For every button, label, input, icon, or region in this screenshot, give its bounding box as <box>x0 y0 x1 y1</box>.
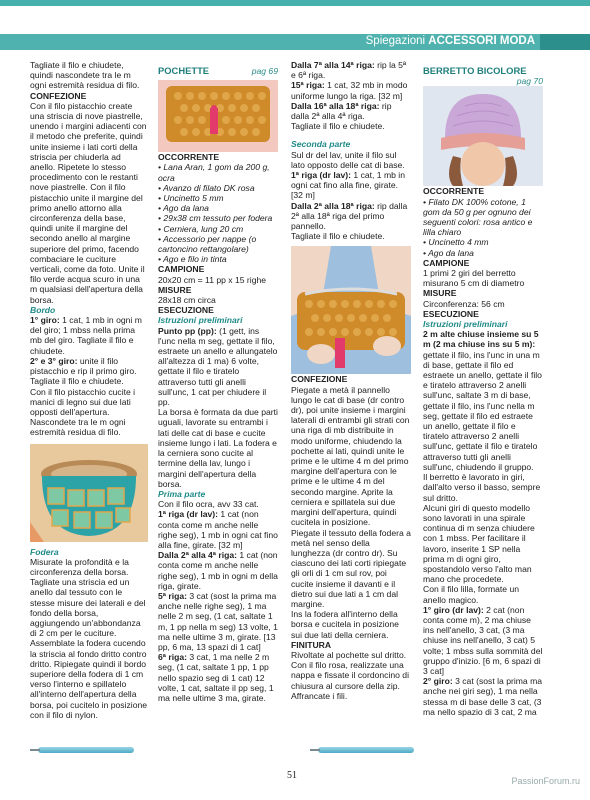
round-2: 2° giro: 3 cat (sost la prima ma anche nei giri seg), 1 ma nella stessa m di base delle 3 cat, (3 ma nello spazio di 3 cat, 2 ma <box>423 676 543 717</box>
crochet-hook-icon <box>318 747 414 753</box>
seconda-intro: Sul dr del lav, unite il filo sul lato opposto delle cat di base. <box>291 149 405 170</box>
occorrente-item: • Lana Aran, 1 gom da 200 g, ocra <box>158 162 270 183</box>
second-end: Tagliate il filo e chiudete. <box>291 231 385 242</box>
occorrente-item: • Filato DK 100% cotone, 1 gom da 50 g per ognuno dei seguenti colori: rosa antico e lilla chiaro <box>423 196 533 238</box>
row-5: 5ª riga: 3 cat (sost la prima ma anche nelle righe seg), 1 ma nelle 2 m seg, (1 cat, saltate 1 m, 1 pp nella m seg) 13 volte, 1 ma nelle ultime 3 m, girate. [13 pp, 6 ma, 13 spazi di 1 cat] <box>158 590 278 652</box>
spirale-text: Alcuni giri di questo modello sono lavorati in una spirale continua di m senza chiudere con 1 mbss. Per facilitare il lavoro, inserite 1 SP nella prima m di ogni giro, spostandolo verso l'alto man mano che procedete. <box>423 502 535 585</box>
punto-pp: Punto pp (pp): (1 gett, ins l'unc nella m seg, gettate il filo, estraete un anello e allungatelo all'altezza di 1 ma) 6 volte, gettate il filo e tiratelo attraverso tutti gli anelli sull'unc, 1 cat per chiudere il pp. <box>158 325 278 408</box>
row-16-18: Dalla 16ª alla 18ª riga: rip dalla 2ª alla 4ª riga. <box>291 100 392 122</box>
finitura-heading: FINITURA <box>291 639 332 650</box>
bordo-text-4: Nascondete tra le m ogni estremità residua di filo. <box>30 417 126 438</box>
header-tab <box>540 34 590 50</box>
berretto-photo <box>423 86 543 186</box>
esecuzione-heading-2: ESECUZIONE <box>158 305 214 316</box>
row-7-14: Dalla 7ª alla 14ª riga: rip la 5ª e 6ª riga. <box>291 60 407 81</box>
intro-text: Tagliate il filo e chiudete, quindi nascondete tra le m ogni estremità residua di filo. <box>30 60 140 91</box>
column-2 <box>158 60 278 703</box>
campione-heading-4: CAMPIONE <box>423 257 470 268</box>
misure-heading-4: MISURE <box>423 288 457 299</box>
occorrente-item: • Ago da lana <box>158 203 209 214</box>
bordo-heading: Bordo <box>30 304 56 315</box>
header-pre: Spiegazioni <box>365 35 429 47</box>
campione-text-2: 20x20 cm = 11 pp x 15 righe <box>158 274 267 285</box>
confezione-heading: CONFEZIONE <box>30 90 87 101</box>
confezione-heading-3: CONFEZIONE <box>291 374 348 385</box>
second-row-1: 1ª riga (dr lav): 1 cat, 1 mb in ogni cat fino alla fine, girate. [32 m] <box>291 170 405 201</box>
berretto-text: Il berretto è lavorato in giri, dall'alto verso il basso, sempre sul dritto. <box>423 472 541 503</box>
row-16-end: Tagliate il filo e chiudete. <box>291 121 385 132</box>
row-2-4: Dalla 2ª alla 4ª riga: 1 cat (non conta come m anche nelle righe seg), 1 mb in ogni m della riga, girate. <box>158 550 278 591</box>
anello-text: Con il filo lilla, formate un anello magico. <box>423 584 520 605</box>
crochet-hook-icon <box>38 747 134 753</box>
column-4 <box>423 60 543 717</box>
bag-photo <box>30 444 148 542</box>
occorrente-item: • Uncinetto 4 mm <box>423 237 489 248</box>
ma2-stitch: 2 m alte chiuse insieme su 5 m (2 ma chiuse ins su 5 m): gettate il filo, ins l'unc in una m di base, gettate il filo ed estraete un anello, gettate il filo e tiratelo attraverso 2 anelli sull'unc, saltate 3 m di base, gettate il filo, ins l'unc nella m seg, gettate il filo ed estraete un anello, gettate il filo e tiratelo attraverso 2 anelli sull'unc, gettate il filo e tiratelo attraverso tutti gli anelli sull'unc, chiudendo il gruppo. <box>423 329 542 472</box>
confezione-text-3c: Ins la fodera all'interno della borsa e cucitela in posizione sui due lati della cerniera. <box>291 609 399 640</box>
row-6: 6ª riga: 3 cat, 1 ma nelle 2 m seg, (1 cat, saltate 1 pp, 1 pp nello spazio seg di 1 cat) 12 volte, 1 cat, saltate il pp seg, 1 ma nelle ultime 3 ma, girate. <box>158 652 274 703</box>
row-15: 15ª riga: 1 cat, 32 mb in modo uniforme lungo la riga. [32 m] <box>291 80 408 101</box>
occorrente-list-4 <box>423 197 543 258</box>
occorrente-item: • Avanzo di filato DK rosa <box>158 182 255 193</box>
misure-text-4: Circonferenza: 56 cm <box>423 298 505 309</box>
occorrente-item: • Ago da lana <box>423 247 474 258</box>
esecuzione-heading-4: ESECUZIONE <box>423 308 479 319</box>
column-3 <box>291 60 411 701</box>
occorrente-item: • 29x38 cm tessuto per fodera <box>158 213 273 224</box>
round-1: 1° giro (dr lav): 2 cat (non conta come m), 2 ma chiuse ins nell'anello, 3 cat, (3 ma chiuse ins nell'anello, 3 cat) 5 volte; 1 mbss sulla sommità del gruppo d'inizio. [6 m, 6 spazi di 3 cat] <box>423 604 543 676</box>
occorrente-list-2 <box>158 162 278 264</box>
confezione-text-3b: Piegate il tessuto della fodera a metà nel senso della lunghezza (dr contro dr). Su ciascuno dei lati corti ripiegate gli orli di 1 cm sul rov, poi cucite insieme il davanti e il dietro sui due lati a 1 cm dal margine. <box>291 527 411 609</box>
bordo-round-2: 2° e 3° giro: unite il filo pistacchio e rip il primo giro. Tagliate il filo e chiudete. <box>30 355 137 387</box>
prima-parte-heading: Prima parte <box>158 488 206 499</box>
section-header <box>366 35 535 47</box>
berretto-title: BERRETTO BICOLORE pag 70 <box>423 65 543 87</box>
occorrente-heading-2: OCCORRENTE <box>158 152 220 163</box>
finitura-text: Rivoltate al pochette sul dritto. Con il filo rosa, realizzate una nappa e fissate il cordoncino di chiusura al cursore della zip. Affrancate i fili. <box>291 649 410 701</box>
occorrente-item: • Cerniera, lung 20 cm <box>158 223 244 234</box>
pochette-title: POCHETTE pag 69 <box>158 65 278 76</box>
prima-intro: Con il filo ocra, avv 33 cat. <box>158 499 259 510</box>
occorrente-item: • Ago e filo in tinta <box>158 254 227 265</box>
misure-heading-2: MISURE <box>158 284 192 295</box>
istruzioni-heading-2: Istruzioni preliminari <box>158 315 243 326</box>
page-number: 51 <box>287 770 297 781</box>
occorrente-item: • Accessorio per nappe (o cartoncino rettangolare) <box>158 233 257 255</box>
berretto-page: pag 70 <box>516 76 543 87</box>
occorrente-item: • Uncinetto 5 mm <box>158 193 224 204</box>
column-1 <box>30 60 148 720</box>
pochette-page: pag 69 <box>251 66 278 76</box>
top-stripe <box>0 0 590 6</box>
misure-text-2: 28x18 cm circa <box>158 295 216 306</box>
bordo-text-3: Con il filo pistacchio cucite i manici di legno sui due lati opposti dell'apertura. <box>30 386 136 417</box>
istruzioni-heading-4: Istruzioni preliminari <box>423 319 508 330</box>
confezione-text: Con il filo pistacchio create una striscia di nove piastrelle, unendo i margini adiacenti con il metodo che preferite, quindi unite insieme i lati corti della striscia per chiuderla ad anello. Ripetete lo stesso procedimento con le restanti nove piastrelle. Con il filo pistacchio unite il margine del primo anello attorno alla circonferenza della base, quindi unite il margine del secondo anello al margine superiore del primo, facendo combaciare le cuciture verticali, come da foto. Unite il filo verde acqua scuro in una m qualsiasi dell'apertura della borsa. <box>30 100 147 305</box>
borsa-text: La borsa è formata da due parti uguali, lavorate su entrambi i lati delle cat di base e cucite insieme lungo i lati. La fodera e la cerniera sono cucite al termine della lav, lungo i margini dell'apertura della borsa. <box>158 407 278 489</box>
fodera-heading: Fodera <box>30 546 59 557</box>
pochette-photo <box>158 80 278 152</box>
campione-heading-2: CAMPIONE <box>158 264 205 275</box>
bordo-round-1: 1° giro: 1 cat, 1 mb in ogni m del giro; 1 mbss nella prima mb del giro. Tagliate il filo e chiudete. <box>30 315 142 356</box>
confezione-text-3: Piegate a metà il pannello lungo le cat di base (dr contro dr), poi unite insieme i margini laterali di entrambi gli strati con una riga di mb distribuite in modo uniforme, chiudendo la pochette ai lati, quindi unite le prime e le ultime 4 m del primo margine dell'apertura con le prime e le ultime 4 m del secondo margine. Aprite la cerniera e spillatela sui due margini dell'apertura, quindi cucitela in posizione. <box>291 384 410 528</box>
second-row-2-18: Dalla 2ª alla 18ª riga: rip dalla 2ª alla 18ª riga del primo pannello. <box>291 200 408 232</box>
watermark: PassionForum.ru <box>511 776 580 786</box>
occorrente-heading-4: OCCORRENTE <box>423 186 485 197</box>
campione-text-4: 1 primi 2 giri del berretto misurano 5 cm di diametro <box>423 268 525 289</box>
header-bold: ACCESSORI MODA <box>428 35 535 47</box>
seconda-parte-heading: Seconda parte <box>291 139 351 150</box>
fodera-text: Misurate la profondità e la circonferenza della borsa. Tagliate una striscia ed un anello dal tessuto con le stesse misure dei laterali e del fondo della borsa, aggiungendo un'abbondanza di 2 cm per le cuciture. Assemblate la fodera cucendo la striscia al fondo dritto contro dritto. Ripiegate quindi il bordo superiore della fodera di 1 cm verso l'interno e spillatelo all'interno dell'apertura della borsa, poi cucitelo in posizione con il filo di nylon. <box>30 556 148 720</box>
pochette-held-photo <box>291 246 411 374</box>
row-1: 1ª riga (dr lav): 1 cat (non conta come m anche nelle righe seg), 1 mb in ogni cat fino alla fine, girate. [32 m] <box>158 509 278 550</box>
